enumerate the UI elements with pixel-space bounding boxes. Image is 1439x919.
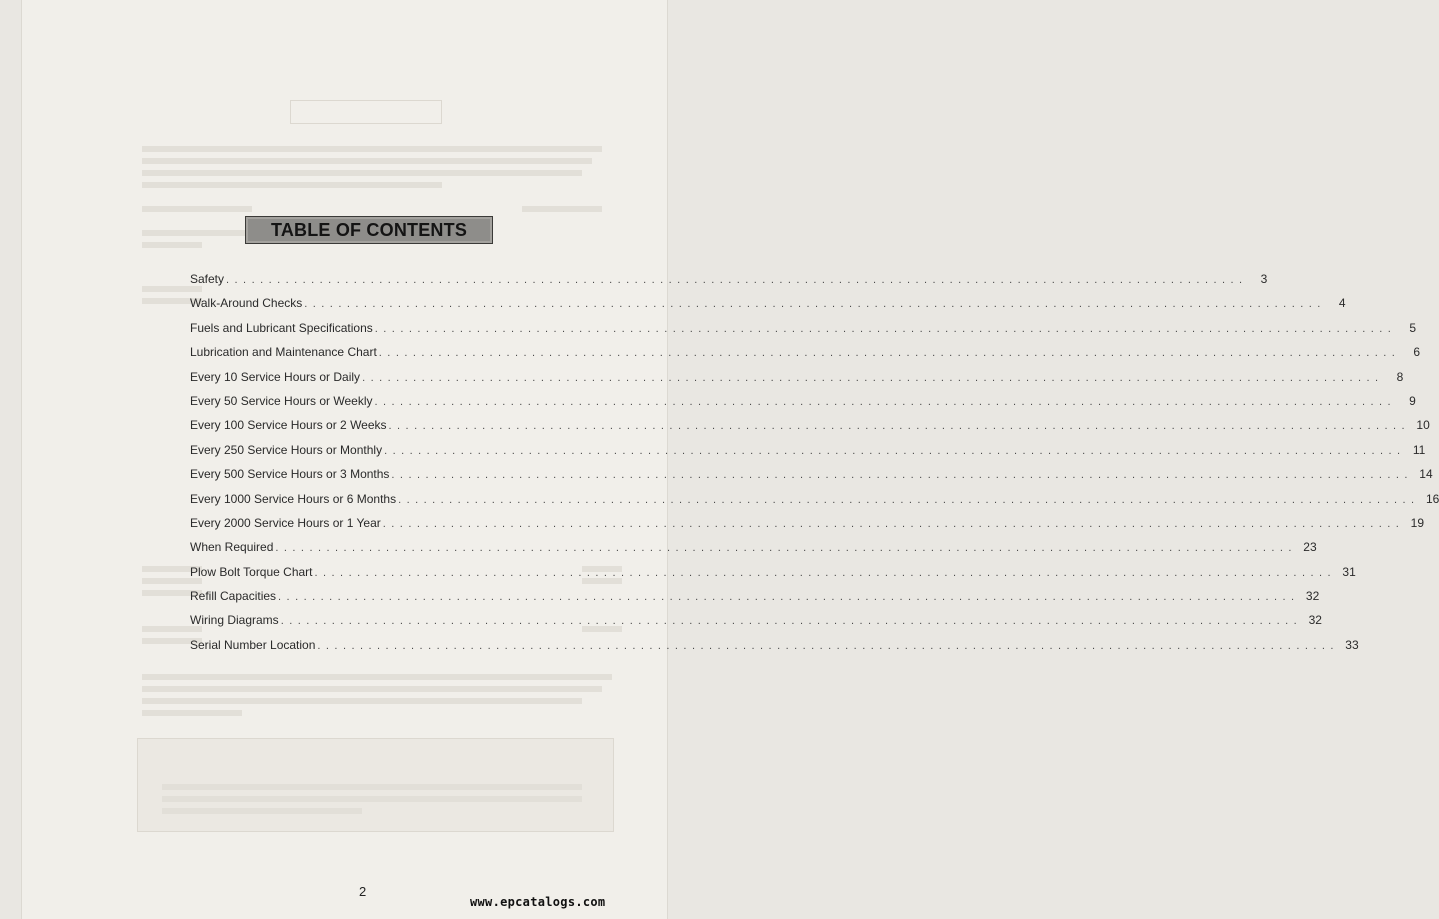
toc-entry [190,418,1430,442]
title-banner [245,216,493,244]
toc-entry-page: 5 [1409,320,1417,335]
toc-entry-title: Walk-Around Checks [190,296,303,311]
toc-entry [190,369,1404,394]
toc-dot-leader: . . . . . . . . . . . . . . . . . . . . . . . . . . . . . . . . . . . . . . . . . . . . . . . . . . . . . . . . . . . . . . . . . . . . . . . . . . . . . . . . . . . . . . . . . . . . . . . . . . . . . . . . . . . . . . . . . . . . . . . . [278,591,1296,604]
toc-dot-leader: . . . . . . . . . . . . . . . . . . . . . . . . . . . . . . . . . . . . . . . . . . . . . . . . . . . . . . . . . . . . . . . . . . . . . . . . . . . . . . . . . . . . . . . . . . . . . . . . . . . . . . . . . . . . . . . . . . . . . . . . [362,371,1380,384]
toc-entry [190,589,1320,613]
ghost-line [142,146,602,152]
ghost-line [582,578,622,584]
ghost-line [142,170,582,176]
toc-entry-page: 11 [1412,442,1426,457]
ghost-heading-box [290,100,442,124]
toc-dot-leader: . . . . . . . . . . . . . . . . . . . . . . . . . . . . . . . . . . . . . . . . . . . . . . . . . . . . . . . . . . . . . . . . . . . . . . . . . . . . . . . . . . . . . . . . . . . . . . . . . . . . . . . . . . . . . . . . . . . . . . . . [382,517,1401,530]
toc-dot-leader: . . . . . . . . . . . . . . . . . . . . . . . . . . . . . . . . . . . . . . . . . . . . . . . . . . . . . . . . . . . . . . . . . . . . . . . . . . . . . . . . . . . . . . . . . . . . . . . . . . . . . . . . . . . . . . . . . . . . . . . . [374,322,1393,335]
toc-entry-title: Wiring Diagrams [190,613,279,628]
toc-dot-leader: . . . . . . . . . . . . . . . . . . . . . . . . . . . . . . . . . . . . . . . . . . . . . . . . . . . . . . . . . . . . . . . . . . . . . . . . . . . . . . . . . . . . . . . . . . . . . . . . . . . . . . . . . . . . . . . . . . . . . . . . [378,347,1397,360]
ghost-line [142,206,252,212]
toc-entry-page: 19 [1410,515,1425,530]
toc-entry-title: When Required [190,540,274,555]
toc-entry-page: 10 [1416,418,1430,433]
ghost-line [162,784,582,790]
toc-entry-title: Refill Capacities [190,589,277,604]
toc-entry [190,564,1356,589]
toc-dot-leader: . . . . . . . . . . . . . . . . . . . . . . . . . . . . . . . . . . . . . . . . . . . . . . . . . . . . . . . . . . . . . . . . . . . . . . . . . . . . . . . . . . . . . . . . . . . . . . . . . . . . . . . . . . . . . . . . . . . . . . . . [314,566,1332,579]
toc-entry [190,467,1433,491]
watermark: www.epcatalogs.com [470,895,606,909]
ghost-line [142,230,252,236]
toc-entry-page: 4 [1338,296,1346,311]
toc-entry-page: 8 [1396,369,1404,384]
toc-entry-page: 9 [1409,393,1416,408]
toc-dot-leader: . . . . . . . . . . . . . . . . . . . . . . . . . . . . . . . . . . . . . . . . . . . . . . . . . . . . . . . . . . . . . . . . . . . . . . . . . . . . . . . . . . . . . . . . . . . . . . . . . . . . . . . . . . . . . . . . . . . . . . . . [391,469,1409,482]
toc-entry [190,345,1421,369]
toc-entry-title: Every 50 Service Hours or Weekly [190,393,373,408]
toc-dot-leader: . . . . . . . . . . . . . . . . . . . . . . . . . . . . . . . . . . . . . . . . . . . . . . . . . . . . . . . . . . . . . . . . . . . . . . . . . . . . . . . . . . . . . . . . . . . . . . . . . . . . . . . . . . . . . . . . . . . . . . . . [275,542,1293,555]
toc-entry-title: Lubrication and Maintenance Chart [190,345,377,360]
page-number: 2 [359,884,367,899]
document-page [22,0,1439,919]
toc-list [190,272,1439,662]
toc-entry-page: 23 [1303,540,1317,555]
toc-dot-leader: . . . . . . . . . . . . . . . . . . . . . . . . . . . . . . . . . . . . . . . . . . . . . . . . . . . . . . . . . . . . . . . . . . . . . . . . . . . . . . . . . . . . . . . . . . . . . . . . . . . . . . . . . . . . . . . . . . . . . . . . [398,493,1416,506]
toc-entry [190,540,1317,564]
toc-dot-leader: . . . . . . . . . . . . . . . . . . . . . . . . . . . . . . . . . . . . . . . . . . . . . . . . . . . . . . . . . . . . . . . . . . . . . . . . . . . . . . . . . . . . . . . . . . . . . . . . . . . . . . . . . . . . . . . . . . . . . . . . [304,298,1322,311]
toc-entry [190,491,1439,516]
toc-entry-page: 3 [1260,272,1268,286]
ghost-line [142,698,582,704]
toc-entry-title: Every 10 Service Hours or Daily [190,369,361,384]
toc-entry [190,637,1359,662]
toc-dot-leader: . . . . . . . . . . . . . . . . . . . . . . . . . . . . . . . . . . . . . . . . . . . . . . . . . . . . . . . . . . . . . . . . . . . . . . . . . . . . . . . . . . . . . . . . . . . . . . . . . . . . . . . . . . . . . . . . . . . . . . . . [388,420,1406,433]
toc-dot-leader: . . . . . . . . . . . . . . . . . . . . . . . . . . . . . . . . . . . . . . . . . . . . . . . . . . . . . . . . . . . . . . . . . . . . . . . . . . . . . . . . . . . . . . . . . . . . . . . . . . . . . . . . . . . . . . . . . . . . . . . . [280,615,1298,628]
toc-entry-page: 14 [1419,467,1433,482]
toc-entry-title: Every 2000 Service Hours or 1 Year [190,515,381,530]
toc-entry [190,320,1417,345]
toc-entry [190,272,1268,296]
toc-entry-page: 16 [1425,491,1439,506]
toc-entry [190,613,1322,637]
toc-entry [190,393,1416,418]
ghost-line [162,796,582,802]
toc-dot-leader: . . . . . . . . . . . . . . . . . . . . . . . . . . . . . . . . . . . . . . . . . . . . . . . . . . . . . . . . . . . . . . . . . . . . . . . . . . . . . . . . . . . . . . . . . . . . . . . . . . . . . . . . . . . . . . . . . . . . . . . . [374,395,1392,408]
toc-entry [190,296,1346,320]
toc-entry-title: Every 500 Service Hours or 3 Months [190,467,390,482]
ghost-line [142,242,202,248]
toc-entry-page: 32 [1305,589,1320,604]
page-title: TABLE OF CONTENTS [270,219,468,240]
toc-entry-page: 32 [1308,613,1322,628]
ghost-line [522,206,602,212]
ghost-line [142,674,612,680]
toc-entry-title: Every 250 Service Hours or Monthly [190,442,383,457]
toc-entry [190,515,1425,540]
toc-dot-leader: . . . . . . . . . . . . . . . . . . . . . . . . . . . . . . . . . . . . . . . . . . . . . . . . . . . . . . . . . . . . . . . . . . . . . . . . . . . . . . . . . . . . . . . . . . . . . . . . . . . . . . . . . . . . . . . . . . . . . . . . [384,444,1402,457]
toc-entry-page: 6 [1413,345,1421,360]
toc-entry-title: Every 1000 Service Hours or 6 Months [190,491,397,506]
toc-entry-title: Fuels and Lubricant Specifications [190,320,373,335]
toc-entry-title: Serial Number Location [190,637,316,652]
toc-entry-page: 31 [1342,564,1356,579]
toc-entry-title: Every 100 Service Hours or 2 Weeks [190,418,387,433]
toc-entry [190,442,1426,467]
ghost-line [142,158,592,164]
ghost-line [142,686,602,692]
toc-entry-title: Plow Bolt Torque Chart [190,564,313,579]
toc-dot-leader: . . . . . . . . . . . . . . . . . . . . . . . . . . . . . . . . . . . . . . . . . . . . . . . . . . . . . . . . . . . . . . . . . . . . . . . . . . . . . . . . . . . . . . . . . . . . . . . . . . . . . . . . . . . . . . . . . . . . . . . . [317,639,1335,652]
ghost-line [142,182,442,188]
ghost-line [162,808,362,814]
toc-entry-page: 33 [1345,637,1359,652]
toc-dot-leader: . . . . . . . . . . . . . . . . . . . . . . . . . . . . . . . . . . . . . . . . . . . . . . . . . . . . . . . . . . . . . . . . . . . . . . . . . . . . . . . . . . . . . . . . . . . . . . . . . . . . . . . . . . . . . . . . . . . . . . . . [226,274,1244,286]
ghost-line [142,710,242,716]
toc-entry-title: Safety [190,272,225,286]
